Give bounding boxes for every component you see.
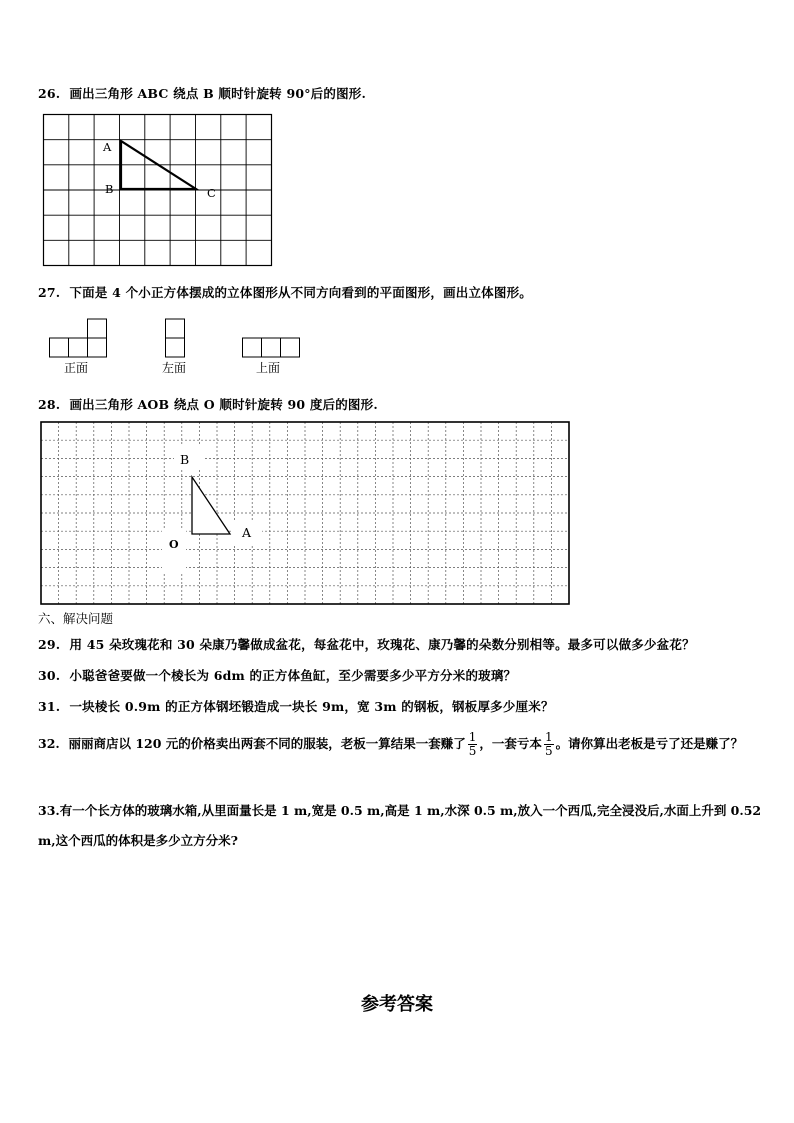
- q27-label-left: 左面: [162, 361, 187, 375]
- q29-text: [38, 635, 695, 653]
- q30-body: 小聪爸爸要做一个棱长为 6dm 的正方体鱼缸，至少需要多少平方分米的玻璃？: [69, 668, 517, 683]
- q26-label-a: A: [103, 140, 112, 154]
- q27-label-front: 正面: [64, 361, 89, 375]
- q31-number: 31.: [38, 699, 61, 714]
- q28-number: 28.: [38, 397, 61, 412]
- q32-part3: 。请你算出老板是亏了还是赚了？: [555, 736, 744, 751]
- q32-frac2-denominator: 5: [544, 744, 553, 758]
- q28-grid: [41, 422, 569, 604]
- q26-number: 26.: [38, 86, 61, 101]
- q32-fraction-2: [544, 731, 554, 758]
- q31-body: 一块棱长 0.9m 的正方体钢坯锻造成一块长 9m，宽 3m 的钢板，钢板厚多少厘米？: [69, 699, 554, 714]
- q32-frac2-numerator: 1: [544, 730, 553, 744]
- q28-triangle-aob: [192, 477, 230, 534]
- q28-label-b: B: [180, 452, 190, 467]
- section-6-title: 六、解决问题: [38, 611, 114, 626]
- q27-left-view: [166, 319, 185, 357]
- q27-number: 27.: [38, 285, 61, 300]
- q26-label-b: B: [105, 182, 114, 196]
- q33-number: 33.: [38, 803, 60, 818]
- q26-body: 画出三角形 ABC 绕点 B 顺时针旋转 90°后的图形.: [69, 86, 367, 101]
- q27-label-top: 上面: [256, 361, 281, 375]
- q28-label-a: A: [242, 525, 252, 540]
- q26-grid-figure: [42, 113, 274, 269]
- q32-frac1-numerator: 1: [468, 730, 477, 744]
- q28-body: 画出三角形 AOB 绕点 O 顺时针旋转 90 度后的图形.: [69, 397, 378, 412]
- q28-label-o-bg: [162, 529, 186, 573]
- q29-body: 用 45 朵玫瑰花和 30 朵康乃馨做成盆花，每盆花中，玫瑰花、康乃馨的朵数分别相等。最多可以做多少盆花？: [69, 637, 695, 652]
- q33-body: 有一个长方体的玻璃水箱,从里面量长是 1 m,宽是 0.5 m,高是 1 m,水深 0.5 m,放入一个西瓜,完全浸没后,水面上升到 0.52 m,这个西瓜的体积是多少立方分米?: [38, 803, 762, 848]
- q32-frac1-denominator: 5: [468, 744, 477, 758]
- q27-top-view: [243, 338, 300, 357]
- q32-number: 32.: [38, 736, 60, 751]
- q28-grid-figure: [40, 421, 571, 605]
- q26-label-c: C: [207, 186, 216, 200]
- q26-text: [38, 84, 366, 102]
- q27-front-view: [50, 319, 107, 357]
- q29-number: 29.: [38, 637, 61, 652]
- q27-text: [38, 283, 532, 301]
- q33-text: [38, 796, 768, 856]
- q31-text: [38, 697, 554, 715]
- q28-label-o: O: [169, 538, 179, 551]
- q28-text: [38, 395, 378, 413]
- answers-title: 参考答案: [361, 994, 433, 1015]
- q27-body: 下面是 4 个小正方体摆成的立体图形从不同方向看到的平面图形，画出立体图形。: [69, 285, 532, 300]
- q30-text: [38, 666, 516, 684]
- q32-fraction-1: [468, 731, 478, 758]
- q27-views-figure: [48, 316, 308, 361]
- q32-part1: 丽丽商店以 120 元的价格卖出两套不同的服装，老板一算结果一套赚了: [68, 736, 466, 751]
- q30-number: 30.: [38, 668, 61, 683]
- q32-part2: ，一套亏本: [479, 736, 542, 751]
- q32-text: [38, 726, 768, 762]
